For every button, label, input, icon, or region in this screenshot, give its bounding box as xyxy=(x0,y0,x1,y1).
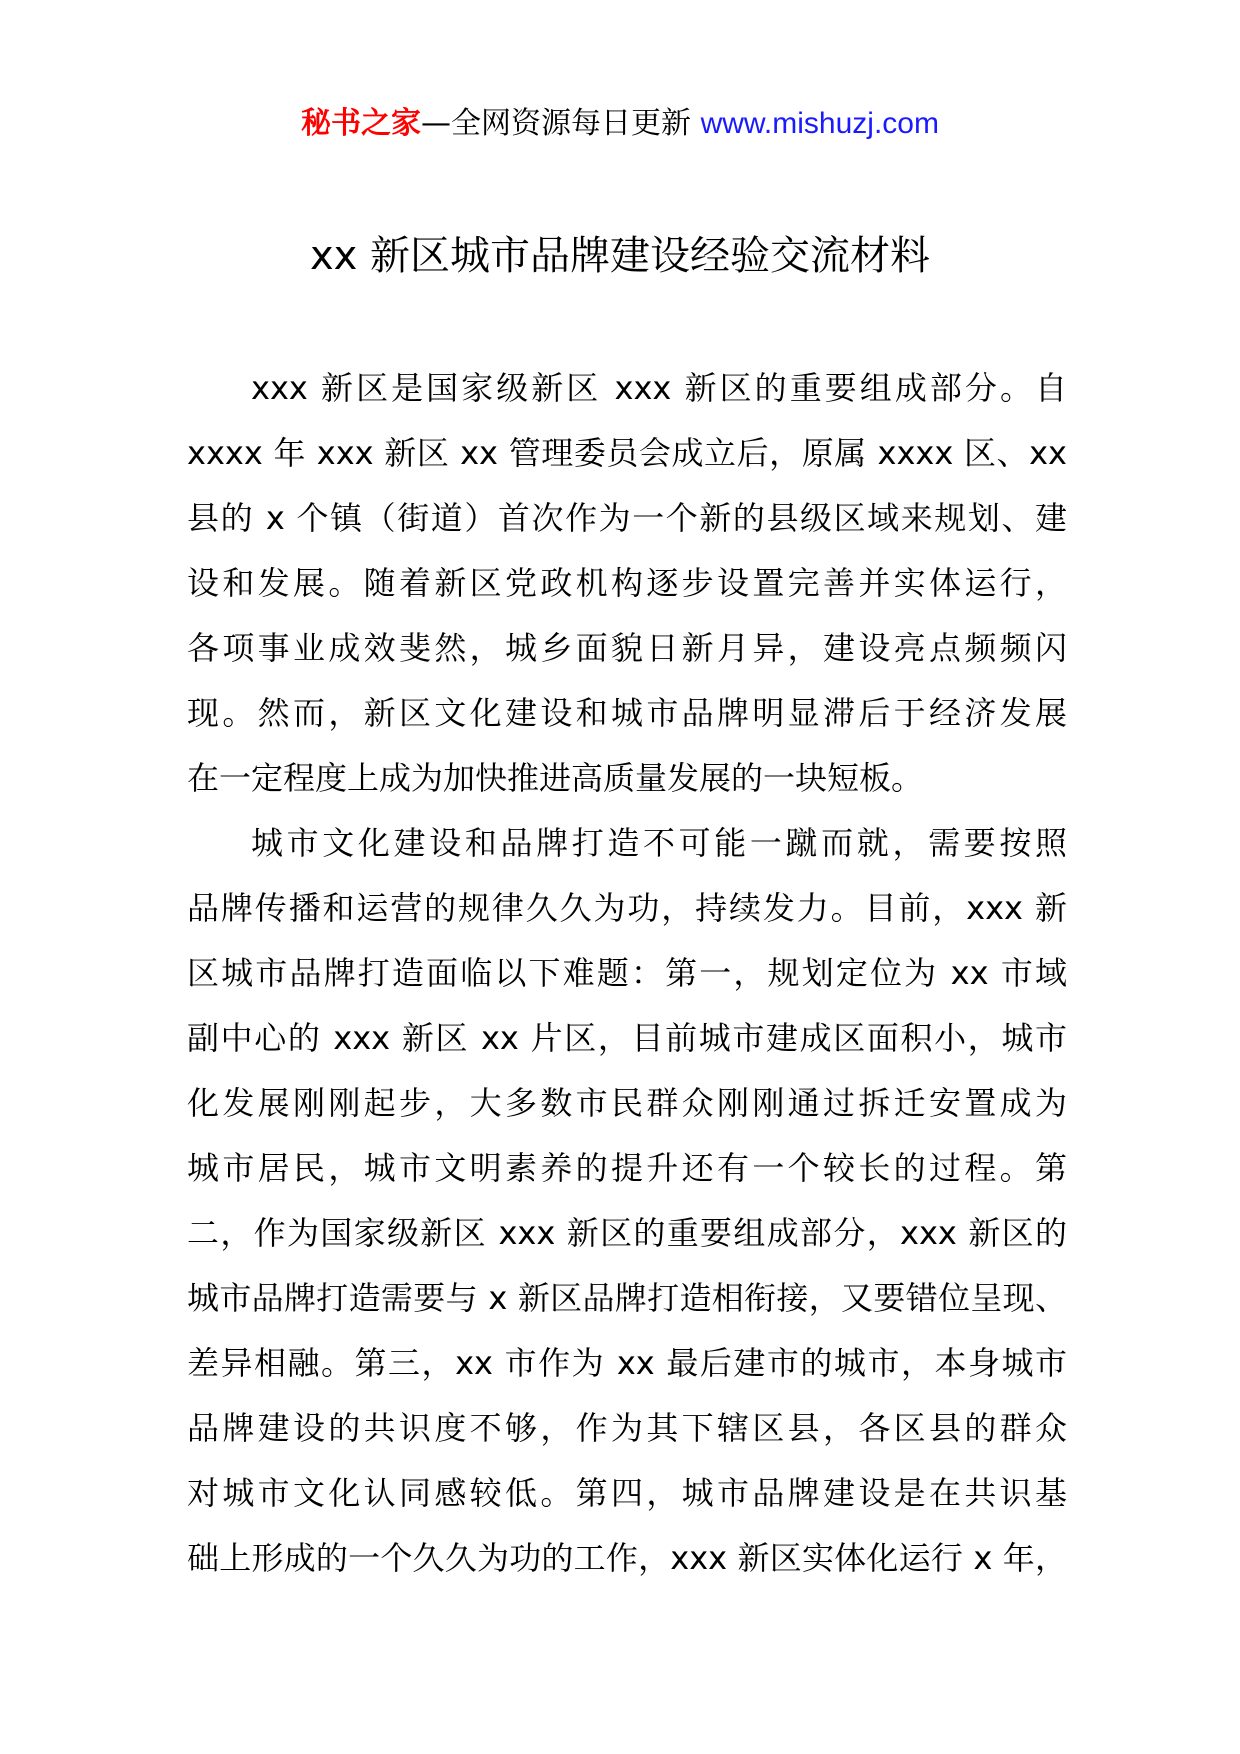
paragraph-line: xxxx 年 xxx 新区 xx 管理委员会成立后，原属 xxxx 区、xx xyxy=(187,434,1067,472)
paragraph-line: 副中心的 xxx 新区 xx 片区，目前城市建成区面积小，城市 xyxy=(187,1019,1067,1057)
paragraph-1 xyxy=(187,356,1067,811)
paragraph-line: 现。然而，新区文化建设和城市品牌明显滞后于经济发展 xyxy=(187,694,1067,732)
paragraph-line: xxx 新区是国家级新区 xxx 新区的重要组成部分。自 xyxy=(251,369,1067,407)
paragraph-line xyxy=(187,1591,1067,1656)
paragraph-line: 城市品牌打造需要与 x 新区品牌打造相衔接，又要错位呈现、 xyxy=(187,1279,1067,1317)
paragraph-line: 城市居民，城市文明素养的提升还有一个较长的过程。第 xyxy=(187,1149,1067,1187)
paragraph-line: 设和发展。随着新区党政机构逐步设置完善并实体运行， xyxy=(187,564,1067,602)
paragraph-line: 品牌建设的共识度不够，作为其下辖区县，各区县的群众 xyxy=(187,1409,1067,1447)
header-tagline: —全网资源每日更新 xyxy=(421,106,692,141)
document-title: xx 新区城市品牌建设经验交流材料 xyxy=(309,233,931,279)
paragraph-line: 县的 x 个镇（街道）首次作为一个新的县级区域来规划、建 xyxy=(187,499,1067,537)
document-body xyxy=(187,356,1067,1656)
paragraph-line: 差异相融。第三，xx 市作为 xx 最后建市的城市，本身城市 xyxy=(187,1344,1067,1382)
paragraph-line: 二，作为国家级新区 xxx 新区的重要组成部分，xxx 新区的 xyxy=(187,1214,1067,1252)
paragraph-2 xyxy=(187,811,1067,1656)
paragraph-line: 在一定程度上成为加快推进高质量发展的一块短板。 xyxy=(187,759,924,797)
paragraph-line: 品牌传播和运营的规律久久为功，持续发力。目前，xxx 新 xyxy=(187,889,1067,927)
brand-name: 秘书之家 xyxy=(301,106,422,141)
header-banner xyxy=(0,104,1240,144)
paragraph-line: 础上形成的一个久久为功的工作，xxx 新区实体化运行 x 年， xyxy=(187,1539,1067,1577)
paragraph-line: 化发展刚刚起步，大多数市民群众刚刚通过拆迁安置成为 xyxy=(187,1084,1067,1122)
paragraph-line: 城市文化建设和品牌打造不可能一蹴而就，需要按照 xyxy=(251,824,1067,862)
paragraph-line: 各项事业成效斐然，城乡面貌日新月异，建设亮点频频闪 xyxy=(187,629,1067,667)
paragraph-line: 区城市品牌打造面临以下难题：第一，规划定位为 xx 市域 xyxy=(187,954,1067,992)
paragraph-line: 对城市文化认同感较低。第四，城市品牌建设是在共识基 xyxy=(187,1474,1067,1512)
site-url-link[interactable]: www.mishuzj.com xyxy=(700,107,939,140)
